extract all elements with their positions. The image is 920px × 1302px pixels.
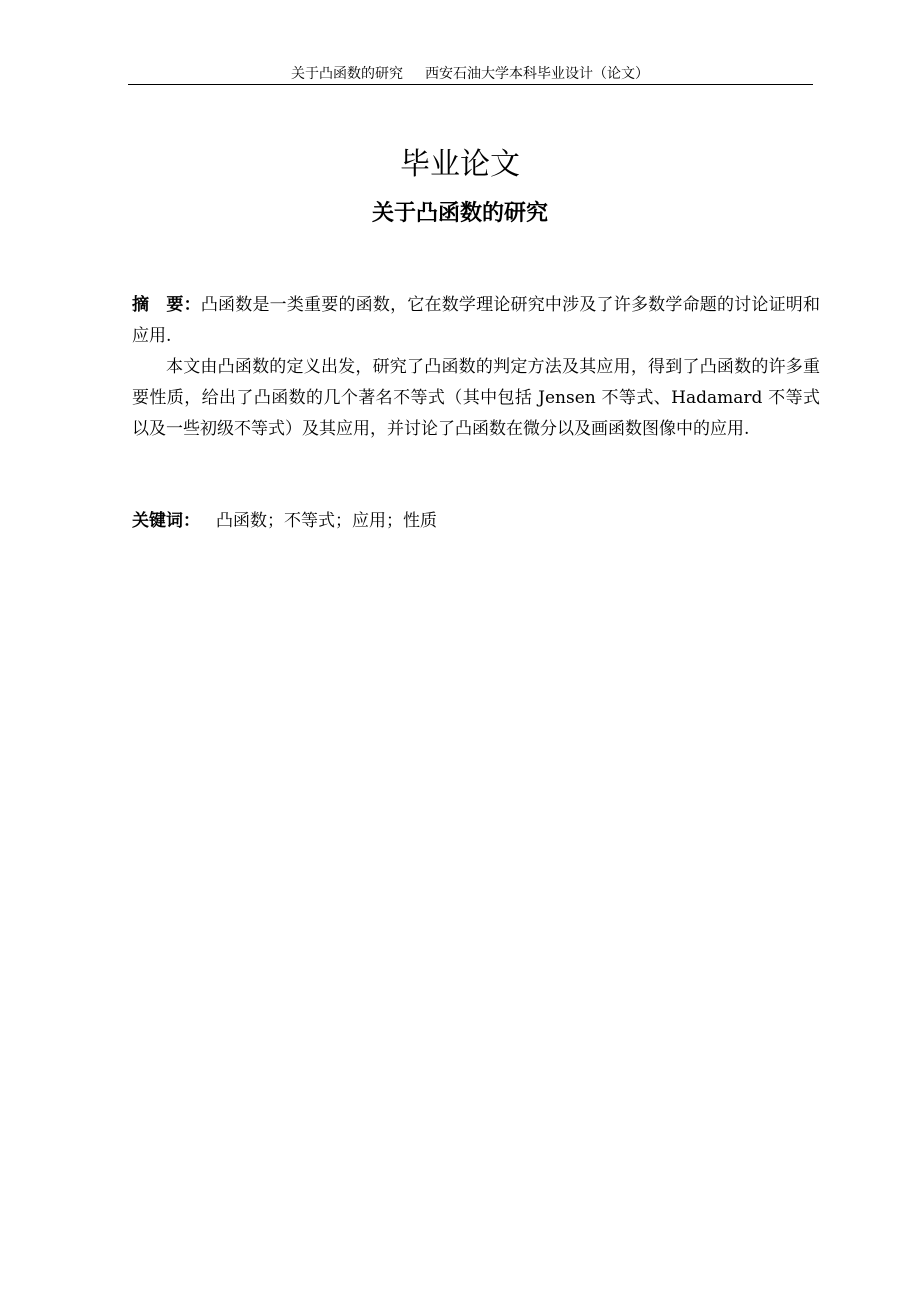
keywords-label: 关键词： [132,511,200,531]
abstract-text-1: 凸函数是一类重要的函数，它在数学理论研究中涉及了许多数学命题的讨论证明和应用. [132,295,821,346]
running-header [128,64,812,86]
header-short-title: 关于凸函数的研究 [291,66,403,82]
abstract-paragraph-1 [132,290,820,352]
abstract-label: 摘 要： [132,295,201,315]
abstract-paragraph-2: 本文由凸函数的定义出发，研究了凸函数的判定方法及其应用，得到了凸函数的许多重要性质，给出了凸函数的几个著名不等式（其中包括 Jensen 不等式、Hadamard 不等式以及一些初级不等式）及其应用，并讨论了凸函数在微分以及画函数图像中的应用. [132,357,820,439]
keywords-section [132,506,820,537]
document-type-heading: 毕业论文 [400,147,520,182]
header-rule [128,84,813,85]
thesis-title: 关于凸函数的研究 [371,200,548,226]
abstract-section [132,290,820,445]
keywords-value: 凸函数；不等式；应用；性质 [216,511,437,531]
header-university-label: 西安石油大学本科毕业设计（论文） [425,66,649,82]
